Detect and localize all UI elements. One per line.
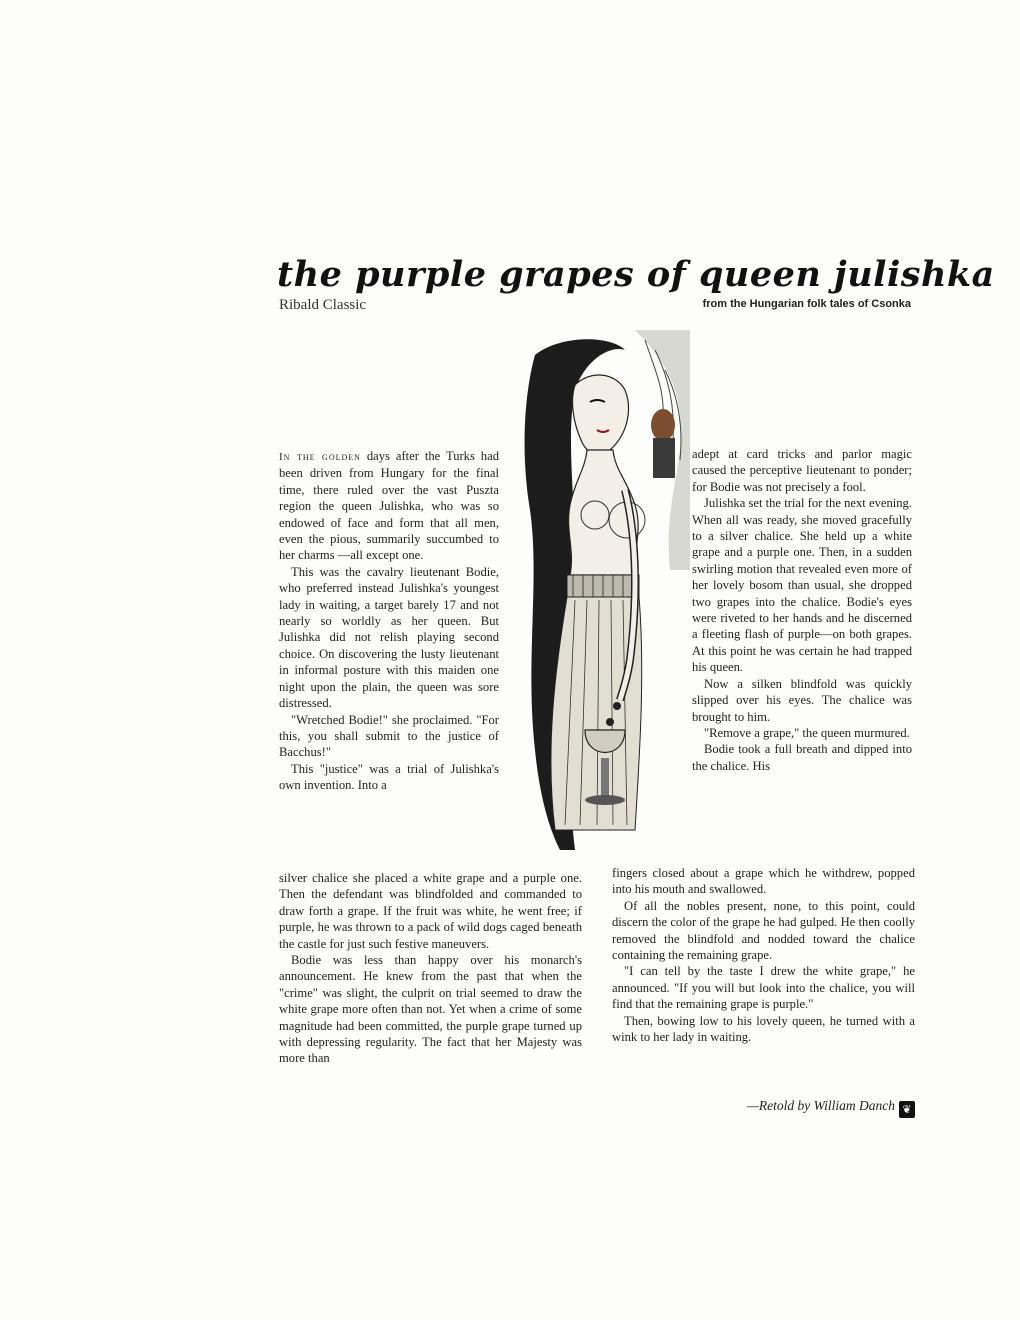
queen-figure-illustration (515, 330, 690, 865)
paragraph: "Wretched Bodie!" she proclaimed. "For this, you shall submit to the justice of Bacchus!" (279, 712, 499, 760)
paragraph: This "justice" was a trial of Julishka's own invention. Into a (279, 761, 499, 793)
rabbit-logo-icon: ❦ (899, 1101, 915, 1118)
lead-in: In the golden (279, 451, 361, 463)
article-title: the purple grapes of queen julishka (277, 254, 995, 295)
section-label: Ribald Classic (279, 297, 367, 313)
paragraph: silver chalice she placed a white grape and a purple one. Then the defendant was blindfolded and commanded to draw forth a grape. If the fruit was white, he went free; if purple, he was thrown to a pack of wild dogs caged beneath the castle for just such festive maneuvers. (279, 871, 582, 951)
paragraph: Then, bowing low to his lovely queen, he turned with a wink to her lady in waiting. (612, 1013, 915, 1045)
byline-text: —Retold by William Danch (746, 1098, 895, 1113)
source-credit: from the Hungarian folk tales of Csonka (702, 298, 911, 310)
paragraph: "I can tell by the taste I drew the white grape," he announced. "If you will but look into the chalice, you will find that the remaining grape is purple." (612, 964, 915, 1012)
paragraph: Bodie took a full breath and dipped into the chalice. His (692, 742, 912, 773)
paragraph: Now a silken blindfold was quickly slipped over his eyes. The chalice was brought to him. (692, 676, 912, 724)
paragraph: fingers closed about a grape which he withdrew, popped into his mouth and swallowed. (612, 866, 915, 897)
column-1-bottom (279, 870, 582, 1067)
paragraph: Of all the nobles present, none, to this point, could discern the color of the grape he had gulped. He then coolly removed the blindfold and nodded toward the chalice containing the remaining grape. (612, 898, 915, 963)
column-2-top (692, 446, 912, 774)
paragraph: "Remove a grape," the queen murmured. (704, 725, 910, 740)
paragraph: Bodie was less than happy over his monarch's announcement. He knew from the past that when the "crime" was slight, the culprit on trial seemed to draw the white grape more often than not. Yet when a crime of some magnitude had been committed, the purple grape turned up with depressing regularity. The fact that her Majesty was more than (279, 953, 582, 1066)
paragraph-text: days after the Turks had been driven from Hungary for the final time, there ruled over the vast Puszta region the queen Julishka, who was so endowed of face and form that all men, even the pious, summarily succumbed to her charms —all except one. (279, 449, 499, 563)
paragraph (279, 448, 499, 564)
column-2-bottom (612, 865, 915, 1045)
byline (640, 1098, 915, 1118)
paragraph: Julishka set the trial for the next evening. When all was ready, she moved gracefully to a silver chalice. She held up a white grape and a purple one. Then, in a sudden swirling motion that revealed even more of her lovely bosom than usual, she dropped two grapes into the chalice. Bodie's eyes were riveted to her hands and he discerned a fleeting flash of purple—on both grapes. At this point he was certain he had trapped his queen. (692, 496, 912, 675)
paragraph: adept at card tricks and parlor magic caused the perceptive lieutenant to ponder; for Bodie was not precisely a fool. (692, 447, 912, 494)
paragraph: This was the cavalry lieutenant Bodie, who preferred instead Julishka's youngest lady in waiting, a target barely 17 and not nearly so worldly as her queen. But Julishka did not relish playing second choice. On discovering the lusty lieutenant in informal posture with this maiden one night upon the plain, the queen was sore distressed. (279, 564, 499, 711)
column-1-top (279, 448, 499, 794)
